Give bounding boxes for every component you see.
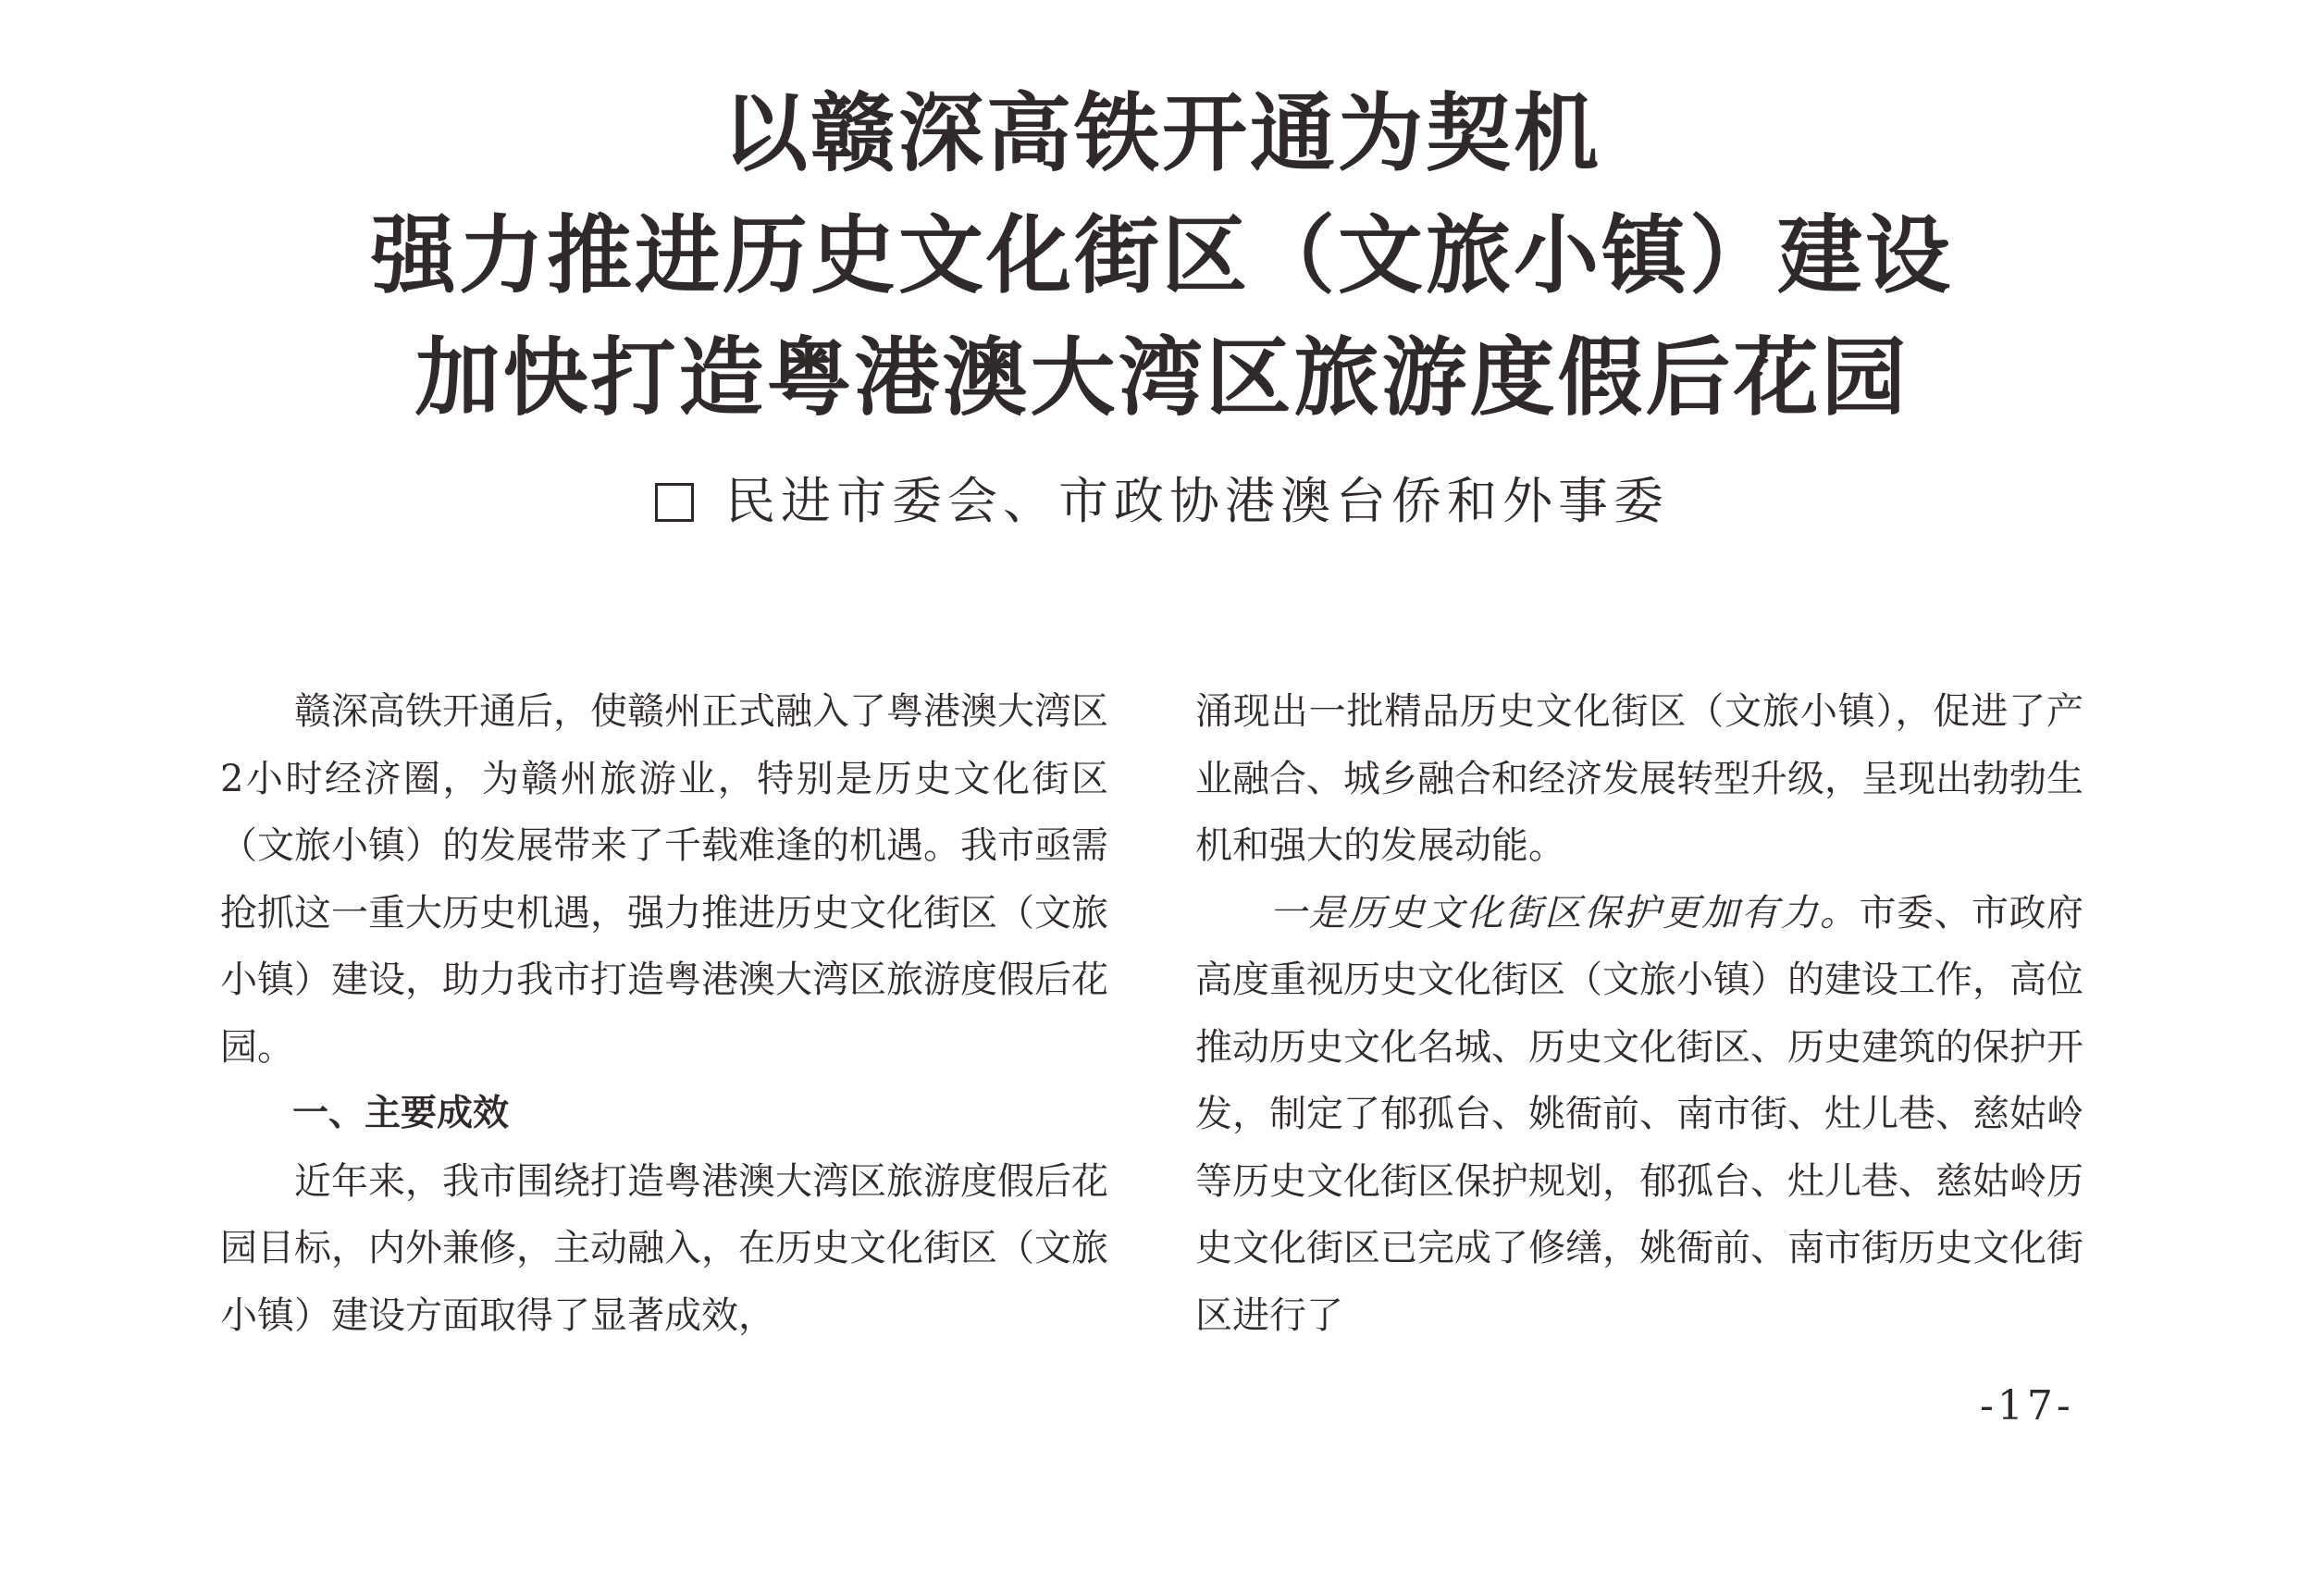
intro-paragraph: 赣深高铁开通后，使赣州正式融入了粤港澳大湾区2小时经济圈，为赣州旅游业，特别是历史文化街区（文旅小镇）的发展带来了千载难逢的机遇。我市亟需抢抓这一重大历史机遇，强力推进历史文化街区（文旅小镇）建设，助力我市打造粤港澳大湾区旅游度假后花园。: [220, 690, 1108, 1069]
title-line-1: 以赣深高铁开通为契机: [722, 83, 1601, 183]
title-line-3: 加快打造粤港澳大湾区旅游度假后花园: [414, 328, 1910, 427]
left-column: [220, 678, 1108, 1349]
section-heading: 一、主要成效: [292, 1093, 510, 1134]
author-byline: [0, 464, 2324, 538]
point-paragraph: [1195, 880, 2083, 1350]
section-paragraph: 近年来，我市围绕打造粤港澳大湾区旅游度假后花园目标，内外兼修，主动融入，在历史文化街区（文旅小镇）建设方面取得了显著成效，: [220, 1159, 1108, 1337]
page-number: -17-: [1980, 1382, 2074, 1429]
title-line-2: 强力推进历史文化街区（文旅小镇）建设: [370, 205, 1953, 305]
continuation-paragraph: 涌现出一批精品历史文化街区（文旅小镇），促进了产业融合、城乡融合和经济发展转型升级，呈现出勃勃生机和强大的发展动能。: [1195, 690, 2083, 867]
square-box-icon: [655, 483, 694, 522]
article-title: [0, 72, 2324, 439]
right-column: [1195, 678, 2083, 1349]
point-body: 市委、市政府高度重视历史文化街区（文旅小镇）的建设工作，高位推动历史文化名城、历史文化街区、历史建筑的保护开发，制定了郁孤台、姚衙前、南市街、灶儿巷、慈姑岭等历史文化街区保护规划，郁孤台、灶儿巷、慈姑岭历史文化街区已完成了修缮，姚衙前、南市街历史文化街区进行了: [1195, 891, 2083, 1337]
point-lead: 一是历史文化街区保护更加有力。: [1269, 891, 1860, 934]
author-name: 民进市委会、市政协港澳台侨和外事委: [725, 472, 1669, 530]
